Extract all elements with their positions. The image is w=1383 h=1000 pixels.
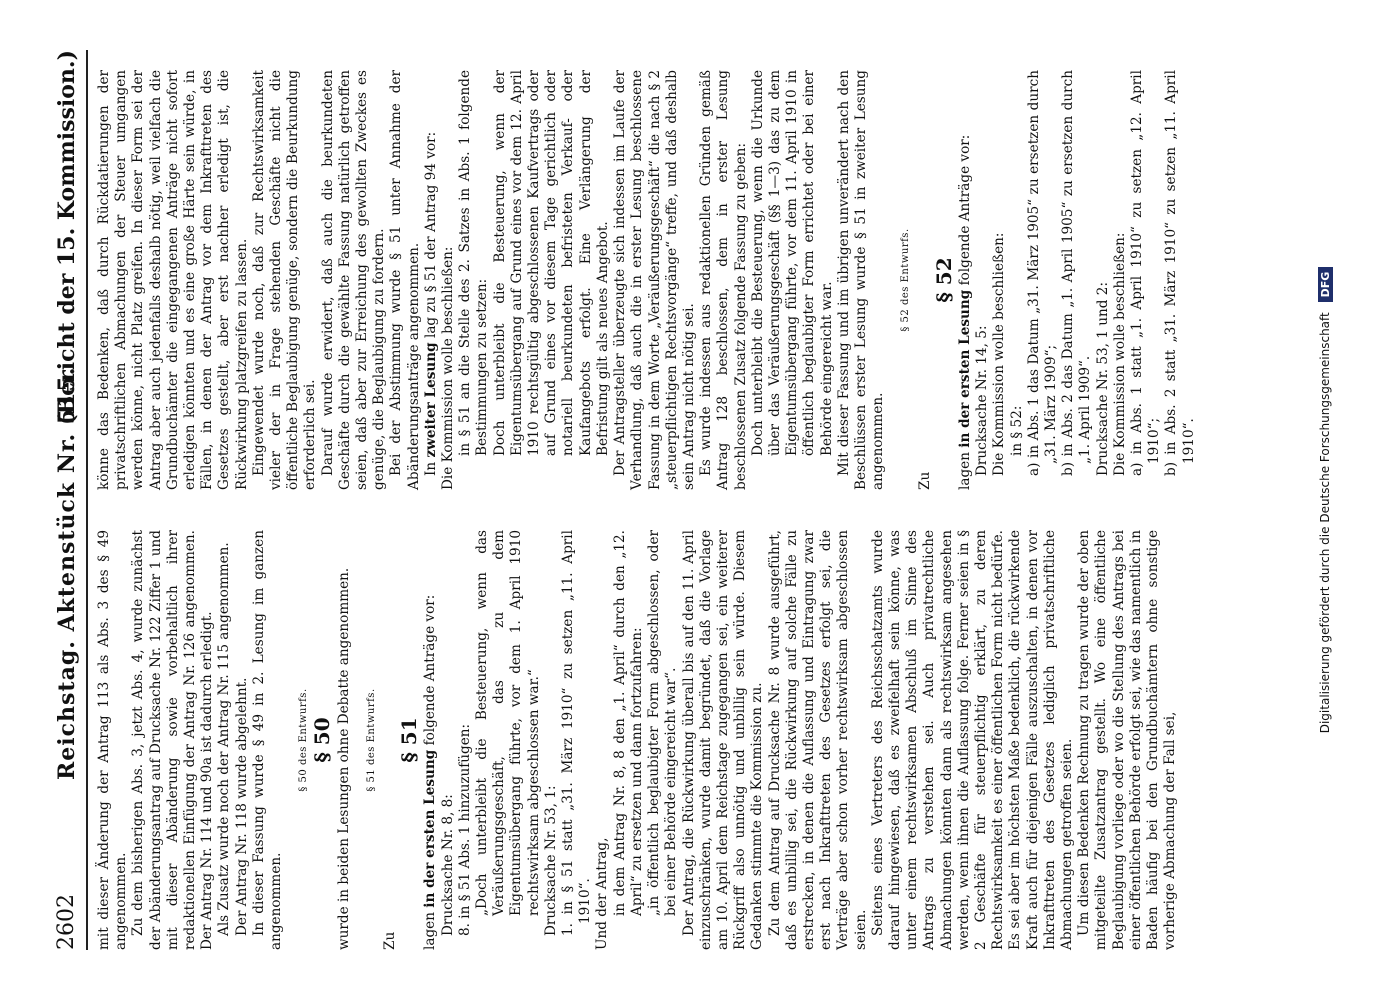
right-column	[96, 70, 1197, 490]
left-column	[96, 530, 1179, 950]
paragraph: Eingewendet wurde noch, daß zur Rechtswirksamkeit vieler der in Frage stehenden Geschäfte nicht die öffentliche Beglaubigung genüge, sondern die Beurkundung erforderlich sei.	[250, 70, 319, 490]
quote: „in öffentlich beglaubigter Form abgeschlossen, oder bei einer Behörde eingereicht war“.	[646, 530, 680, 916]
paragraph: Seitens eines Vertreters des Reichsschatzamts wurde darauf hingewiesen, daß es zweifelhaft sein könne, was unter einem rechtswirksamen Abschluß im Sinne des Antrags zu verstehen sei. Auch privatrechtliche Abmachungen könnten dann als rechtswirksam angesehen werden, wenn ihnen die Auflassung folge. Ferner seien in § 2 Geschäfte für steuerpflichtig erklärt, zu deren Rechtswirksamkeit es einer öffentlichen Form nicht bedürfe. Es sei aber im höchsten Maße bedenklich, die rückwirkende Kraft auch für diejenigen Fälle auszuschalten, in denen vor Inkrafttreten des Gesetzes lediglich privatschriftliche Abmachungen getroffen seien.	[869, 530, 1075, 950]
page-header	[50, 50, 88, 950]
paragraph: Und der Antrag,	[594, 837, 611, 950]
paragraph: in dem Antrag Nr. 8, 8 den „1. April“ durch den „12. April“ zu ersetzen und dann fortzufahren:	[611, 530, 645, 916]
paragraph: Es wurde indessen aus redaktionellen Gründen gemäß Antrag 128 beschlossen, dem in erster Lesung beschlossenen Zusatz folgende Fassung zu geben:	[698, 70, 749, 490]
drucksache: Drucksache Nr. 53, 1:	[542, 785, 559, 936]
paragraph	[957, 70, 974, 490]
paragraph: Die Kommission wolle beschließen:	[1111, 232, 1128, 476]
paragraph: in § 51 an die Stelle des 2. Satzes in Abs. 1 folgende Bestimmungen zu setzen:	[457, 70, 491, 456]
paragraph: Der Antrag, die Rückwirkung überall bis auf den 11. April einzuschränken, wurde damit begründet, daß die Vorlage am 10. April dem Reichstage zugegangen sei, ein weiterer Rückgriff also unnötig und unbillig sein würde. Diesem Gedanken stimmte die Kommission zu.	[680, 530, 766, 950]
drucksache: Drucksache Nr. 14, 5:	[974, 325, 991, 476]
note-text: Digitalisierung gefördert durch die Deutsche Forschungsgemeinschaft	[1318, 312, 1332, 734]
paragraph: In dieser Fassung wurde § 49 in 2. Lesung im ganzen angenommen.	[250, 530, 285, 950]
quote: Doch unterbleibt die Besteuerung, wenn die Urkunde über das Veräußerungsgeschäft (§§ 1—3) das zu dem Eigentumsübergang führte, vor dem 11. April 1910 in öffentlich beglaubigter Form errichtet oder bei einer Behörde eingereicht war.	[749, 70, 835, 456]
quote: „Doch unterbleibt die Besteuerung, wenn das Veräußerungsgeschäft, das zu dem Eigentumsübergang führte, vor dem 1. April 1910 rechtswirksam abgeschlossen war.“	[474, 530, 542, 916]
paragraph	[423, 70, 440, 490]
paragraph: mit dieser Änderung der Antrag 113 als Abs. 3 des § 49 angenommen.	[96, 530, 130, 950]
header-title: Reichstag. Aktenstück Nr. 515.	[54, 366, 80, 780]
section-caption: § 51 des Entwurfs.	[365, 688, 377, 792]
list-item: a) in Abs. 1 das Datum „31. März 1905“ zu ersetzen durch „31. März 1909“;	[1025, 70, 1059, 476]
emphasis: in der ersten Lesung	[956, 289, 973, 448]
header-report: (Bericht der 15. Kommission.)	[54, 50, 80, 425]
drucksache: Drucksache Nr. 53, 1 und 2:	[1094, 281, 1111, 476]
paragraph: Darauf wurde erwidert, daß auch die beurkundeten Geschäfte durch die gewählte Fassung natürlich getroffen seien, daß aber zur Erreichung des gewollten Zweckes es genüge, die Beglaubigung zu fordern.	[319, 70, 388, 490]
paragraph: Mit dieser Fassung und im übrigen unverändert nach den Beschlüssen erster Lesung wurde § 51 in zweiter Lesung angenommen.	[835, 70, 887, 490]
paragraph: Zu dem bisherigen Abs. 3, jetzt Abs. 4, wurde zunächst der Abänderungsantrag auf Drucksache Nr. 122 Ziffer 1 und mit dieser Abänderung sowie vorbehaltlich ihrer redaktionellen Einfügung der Antrag Nr. 126 angenommen. Der Antrag Nr. 114 und 90a ist dadurch erledigt.	[130, 530, 216, 950]
paragraph: in § 52:	[1008, 405, 1025, 456]
paragraph: Bei der Abstimmung wurde § 51 unter Annahme der Abänderungsanträge angenommen.	[388, 70, 422, 490]
paragraph: Zu dem Antrag auf Drucksache Nr. 8 wurde ausgeführt, daß es unbillig sei, die Rückwirkung auf solche Fälle zu erstrecken, in denen die Auflassung und Eintragung zwar erst nach Inkrafttreten des Gesetzes erfolgt sei, die Verträge aber schon vorher rechtswirksam abgeschlossen seien.	[766, 530, 869, 950]
paragraph: Die Kommission wolle beschließen:	[440, 246, 457, 490]
list-item: b) in Abs. 2 das Datum „1. April 1905“ zu ersetzen durch „1. April 1909“.	[1060, 70, 1094, 476]
drucksache: Drucksache Nr. 8, 8:	[439, 794, 456, 936]
section-caption: § 52 des Entwurfs.	[900, 228, 912, 332]
text: lagen	[956, 452, 973, 490]
paragraph: wurde in beiden Lesungen ohne Debatte angenommen.	[335, 567, 352, 950]
section-caption: § 50 des Entwurfs.	[298, 688, 310, 792]
paragraph: Um diesen Bedenken Rechnung zu tragen wurde der oben mitgeteilte Zusatzantrag gestellt. Wo eine öffentliche Beglaubigung vorliege oder wo die Stellung des Antrags bei einer öffentlichen Behörde erfolgt sei, wie das namentlich in Baden häufig bei den Grundbuchämtern ohne sonstige vorherige Abmachung der Fall sei,	[1076, 530, 1179, 950]
text: lag zu § 51 der Antrag 94 vor:	[422, 131, 439, 339]
text: lagen	[422, 912, 439, 950]
section-heading: § 50	[310, 717, 335, 763]
dfg-logo: DFG	[1318, 267, 1333, 303]
paragraph: könne das Bedenken, daß durch Rückdatierungen der privatschriftlichen Abmachungen der Steuer umgangen werden könne, nicht Platz greifen. In dieser Form sei der Antrag aber auch jedenfalls deshalb nötig, weil vielfach die Grundbuchämter die eingegangenen Anträge nicht sofort erledigen könnten und es eine große Härte sein würde, in Fällen, in denen der Antrag vor dem Inkrafttreten des Gesetzes gestellt, aber erst nachher erledigt ist, die Rückwirkung platzgreifen zu lassen.	[96, 70, 250, 490]
list-item: 8. in § 51 Abs. 1 hinzuzufügen:	[456, 723, 473, 936]
page-number: 2602	[54, 894, 79, 950]
emphasis: zweiter Lesung	[422, 342, 439, 458]
zu-label: Zu	[916, 471, 933, 490]
zu-label: Zu	[382, 931, 399, 950]
list-item: a) in Abs. 1 statt „1. April 1910“ zu setzen „12. April 1910“;	[1128, 70, 1163, 476]
paragraph	[422, 530, 439, 950]
text: In	[422, 461, 439, 476]
emphasis: in der ersten Lesung	[422, 749, 439, 908]
text: folgende Anträge vor:	[956, 134, 973, 286]
paragraph: Der Antrag Nr. 118 wurde abgelehnt.	[233, 677, 250, 936]
paragraph: Der Antragsteller überzeugte sich indessen im Laufe der Verhandlung, daß auch die in erster Lesung beschlossene Fassung in dem Worte „Veräußerungsgeschäft“ die nach § 2 „steuerpflichtigen Rechtsvorgänge“ treffe, und daß deshalb sein Antrag nicht nötig sei.	[612, 70, 697, 490]
list-item: 1. in § 51 statt „31. März 1910“ zu setzen „11. April 1910“.	[560, 530, 594, 936]
paragraph: Als Zusatz wurde noch der Antrag Nr. 115 angenommen.	[216, 542, 233, 936]
digitization-note	[1318, 150, 1333, 850]
list-item: b) in Abs. 2 statt „31. März 1910“ zu setzen „11. April 1910“.	[1163, 70, 1197, 476]
section-heading: § 52	[931, 257, 956, 303]
quote: Doch unterbleibt die Besteuerung, wenn der Eigentumsübergang auf Grund eines vor dem 12. April 1910 rechtsgültig abgeschlossenen Kaufvertrags oder auf Grund eines vor diesem Tage gerichtlich oder notariell beurkundeten befristeten Verkauf- oder Kaufangebots erfolgt. Eine Verlängerung der Befristung gilt als neues Angebot.	[491, 70, 611, 456]
section-heading: § 51	[397, 717, 422, 763]
text: folgende Anträge vor:	[422, 594, 439, 746]
paragraph: Die Kommission wolle beschließen:	[991, 232, 1008, 476]
